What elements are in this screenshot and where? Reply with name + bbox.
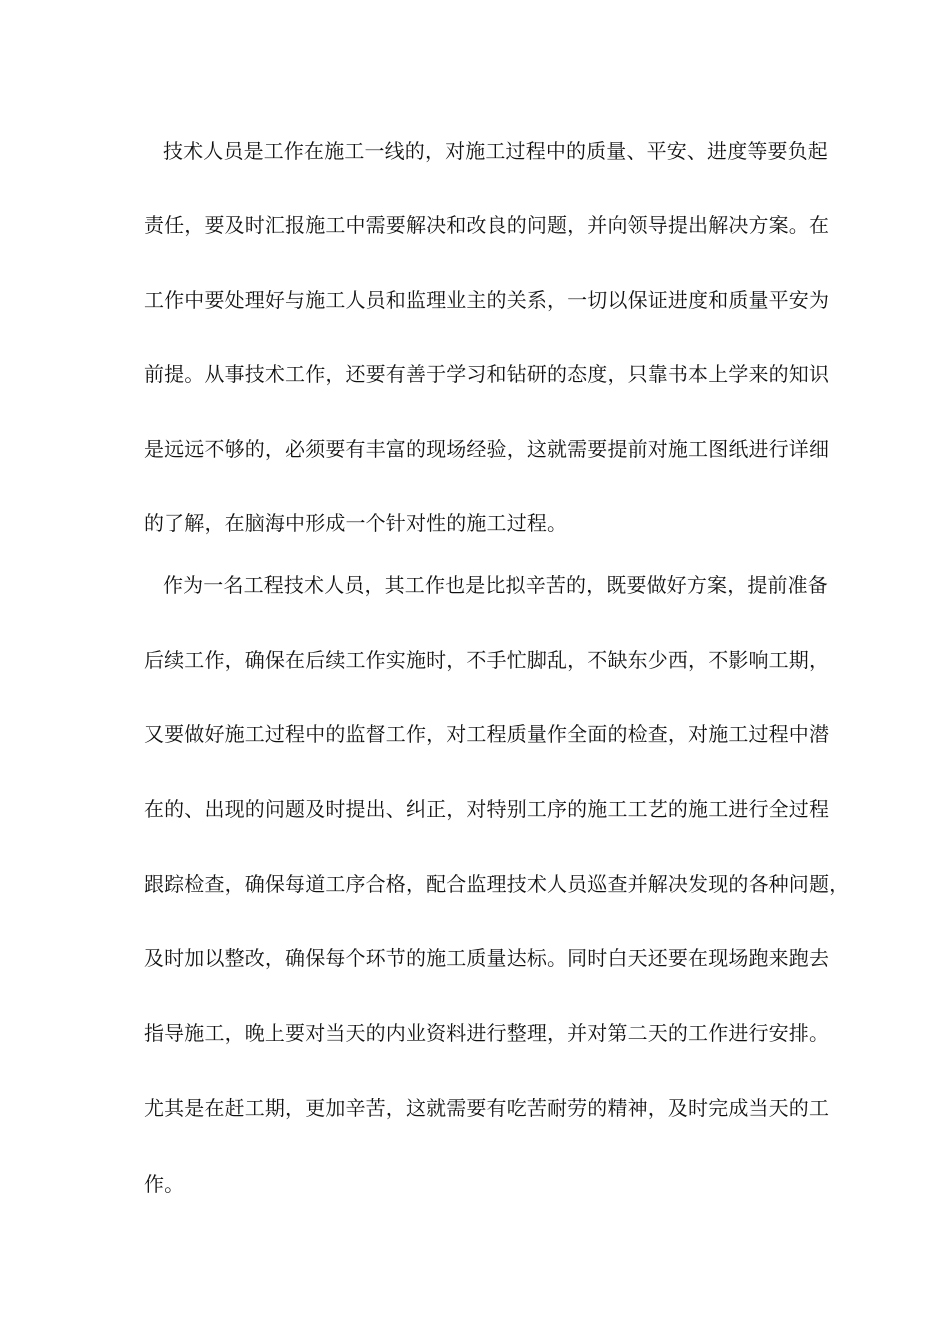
text-line: 及时加以整改，确保每个环节的施工质量达标。同时白天还要在现场跑来跑去 <box>144 946 830 970</box>
text-line: 作为一名工程技术人员，其工作也是比拟辛苦的，既要做好方案，提前准备 <box>163 573 828 597</box>
text-line: 在的、出现的问题及时提出、纠正，对特别工序的施工工艺的施工进行全过程 <box>144 797 830 821</box>
text-line: 跟踪检查，确保每道工序合格，配合监理技术人员巡查并解决发现的各种问题， <box>144 872 850 896</box>
text-line: 又要做好施工过程中的监督工作，对工程质量作全面的检查，对施工过程中潜 <box>144 722 830 746</box>
text-line: 技术人员是工作在施工一线的，对施工过程中的质量、平安、进度等要负起 <box>163 139 828 163</box>
text-line: 是远远不够的，必须要有丰富的现场经验，这就需要提前对施工图纸进行详细 <box>144 437 830 461</box>
text-line: 前提。从事技术工作，还要有善于学习和钻研的态度，只靠书本上学来的知识 <box>144 362 830 386</box>
text-line: 的了解，在脑海中形成一个针对性的施工过程。 <box>144 511 568 535</box>
text-line: 指导施工，晚上要对当天的内业资料进行整理，并对第二天的工作进行安排。 <box>144 1021 830 1045</box>
text-line: 工作中要处理好与施工人员和监理业主的关系，一切以保证进度和质量平安为 <box>144 288 830 312</box>
text-line: 责任，要及时汇报施工中需要解决和改良的问题，并向领导提出解决方案。在 <box>144 213 830 237</box>
text-line: 尤其是在赶工期，更加辛苦，这就需要有吃苦耐劳的精神，及时完成当天的工 <box>144 1096 830 1120</box>
text-line: 作。 <box>144 1172 185 1196</box>
text-line: 后续工作，确保在后续工作实施时，不手忙脚乱，不缺东少西，不影响工期， <box>144 648 830 672</box>
